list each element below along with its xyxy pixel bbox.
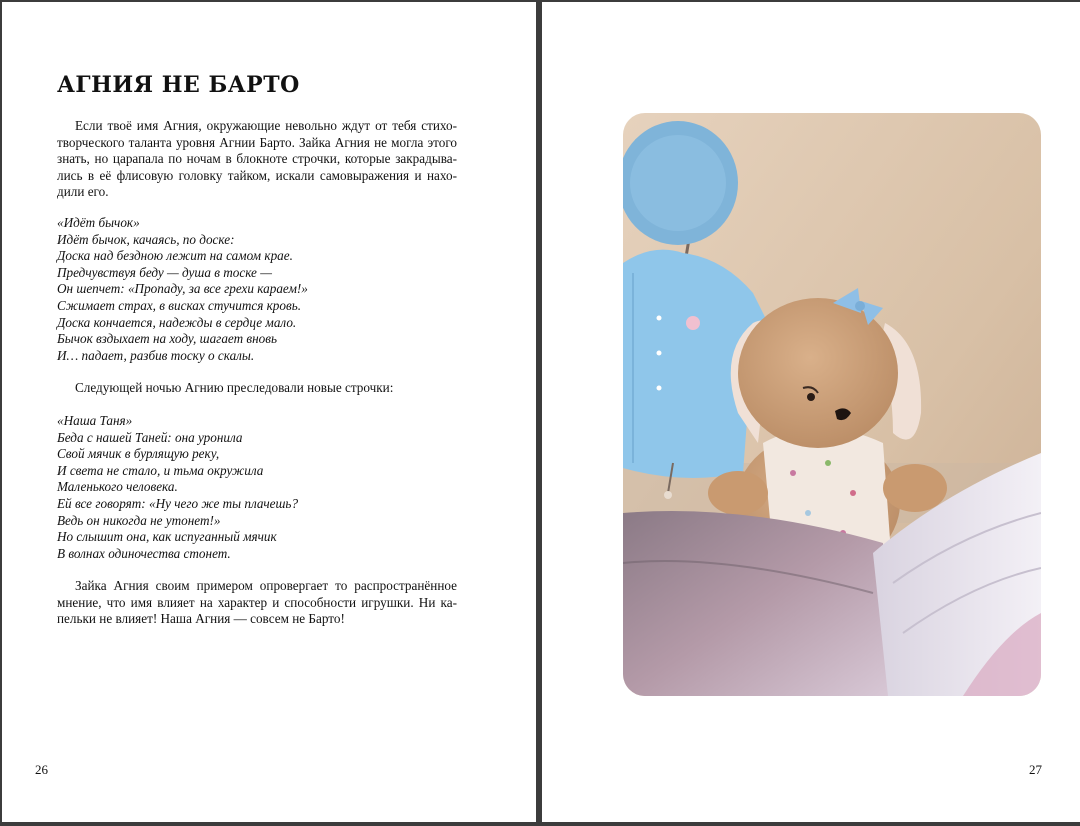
- poem-line: Предчувствуя беду — душа в тоске —: [57, 264, 272, 280]
- intro-line: Если твоё имя Агния, окружающие невольно ждут от тебя стихо-: [75, 118, 457, 133]
- outro-line: Зайка Агния своим примером опровергает то распространённое: [75, 578, 457, 593]
- poem-line: Беда с нашей Таней: она уронила: [57, 429, 243, 445]
- poem-line: Он шепчет: «Пропаду, за все грехи караем!»: [57, 281, 308, 297]
- outro-paragraph: [57, 578, 457, 628]
- poem-line: «Идёт бычок»: [57, 215, 140, 230]
- poem-line: «Наша Таня»: [57, 413, 133, 428]
- poem-idet-bychok: [57, 215, 457, 364]
- poem-line: Идёт бычок, качаясь, по доске:: [57, 231, 235, 247]
- middle-line: Следующей ночью Агнию преследовали новые строчки:: [75, 380, 394, 395]
- bunny-photo: [623, 113, 1041, 696]
- poem-line: Ей все говорят: «Ну чего же ты плачешь?: [57, 495, 299, 511]
- page-number-left: 26: [35, 762, 48, 777]
- intro-line: лись в её флисовую головку тайком, искали самовыражения и нахо-: [57, 167, 457, 183]
- left-page: [2, 2, 536, 822]
- poem-line: Ведь он никогда не утонет!»: [57, 512, 221, 528]
- poem-line: Доска над бездною лежит на самом крае.: [57, 248, 293, 264]
- poem-line: Сжимает страх, в висках стучится кровь.: [57, 297, 302, 313]
- outro-line: мнение, что имя влияет на характер и способности игрушки. Ни ка-: [57, 594, 457, 610]
- poem-line: Доска кончается, надежды в сердце мало.: [57, 314, 297, 330]
- chapter-title: АГНИЯ НЕ БАРТО: [57, 72, 300, 98]
- poem-line: Бычок вздыхает на ходу, шагает вновь: [57, 331, 277, 347]
- page-number-right: 27: [1029, 762, 1042, 777]
- intro-paragraph: [57, 118, 457, 201]
- intro-line: знать, но царапала по ночам в блокноте строчки, которые закрадыва-: [57, 151, 457, 167]
- poem-nasha-tanya: [57, 413, 457, 562]
- poem-line: И… падает, разбив тоску о скалы.: [57, 347, 255, 363]
- intro-line: творческого таланта уровня Агнии Барто. Зайка Агния не могла этого: [57, 134, 457, 150]
- intro-line: дили его.: [57, 184, 109, 200]
- right-page: [542, 2, 1080, 822]
- middle-paragraph: [57, 380, 457, 397]
- poem-line: И света не стало, и тьма окружила: [57, 462, 264, 478]
- outro-line: пельки не влияет! Наша Агния — совсем не Барто!: [57, 611, 345, 627]
- poem-line: В волнах одиночества стонет.: [57, 545, 231, 561]
- poem-line: Свой мячик в бурлящую реку,: [57, 446, 220, 462]
- poem-line: Но слышит она, как испуганный мячик: [57, 529, 277, 545]
- poem-line: Маленького человека.: [57, 479, 178, 495]
